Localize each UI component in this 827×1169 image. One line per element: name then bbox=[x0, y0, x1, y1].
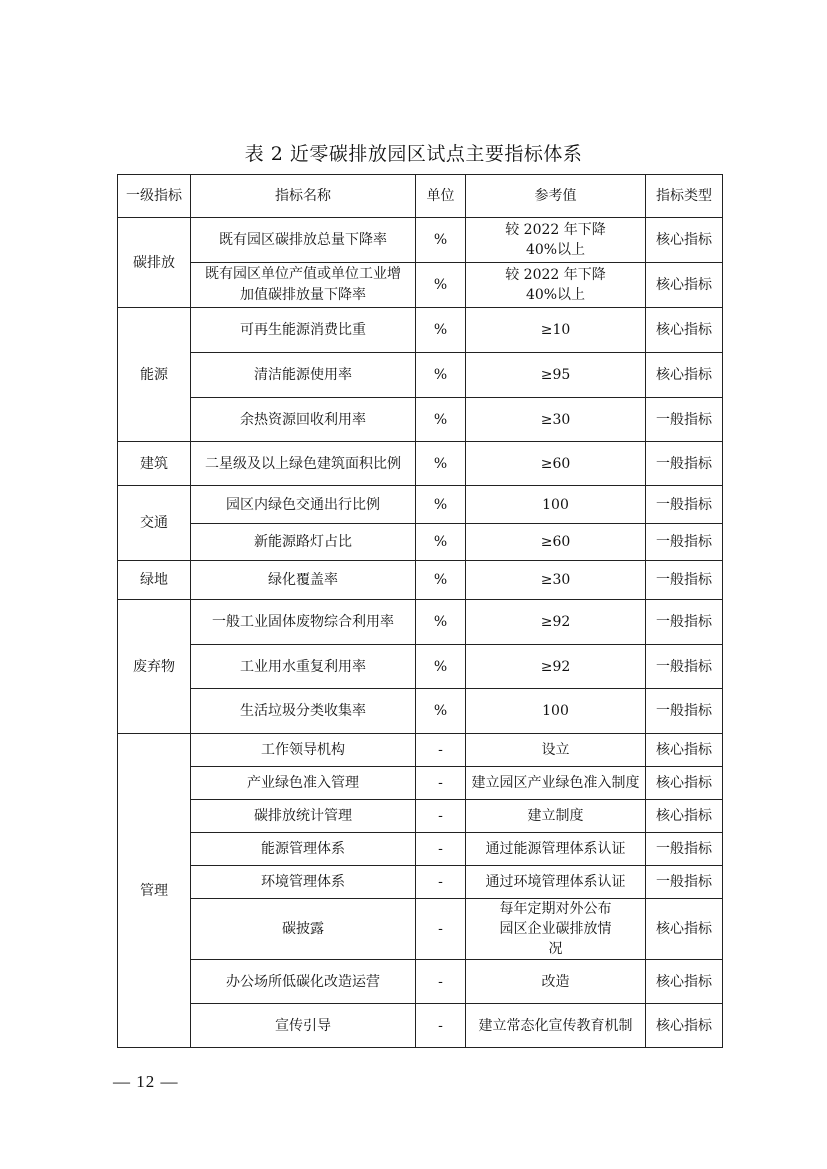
indicator-name-cell: 可再生能源消费比重 bbox=[191, 308, 416, 353]
indicator-type-cell: 一般指标 bbox=[646, 398, 723, 442]
reference-value-cell: ≥95 bbox=[466, 353, 646, 398]
category-cell: 能源 bbox=[118, 308, 191, 442]
category-cell: 废弃物 bbox=[118, 600, 191, 734]
indicator-type-cell: 核心指标 bbox=[646, 218, 723, 263]
table-row bbox=[118, 486, 723, 524]
table-row bbox=[118, 1004, 723, 1048]
unit-cell: - bbox=[416, 734, 466, 767]
unit-cell: % bbox=[416, 398, 466, 442]
indicator-type-cell: 一般指标 bbox=[646, 486, 723, 524]
table-row bbox=[118, 800, 723, 833]
reference-value-cell: 改造 bbox=[466, 960, 646, 1004]
reference-value-cell: ≥92 bbox=[466, 645, 646, 689]
indicator-type-cell: 一般指标 bbox=[646, 561, 723, 600]
header-unit: 单位 bbox=[416, 175, 466, 218]
unit-cell: % bbox=[416, 689, 466, 734]
header-row bbox=[118, 175, 723, 218]
table-row bbox=[118, 353, 723, 398]
indicator-type-cell: 核心指标 bbox=[646, 767, 723, 800]
unit-cell: % bbox=[416, 218, 466, 263]
unit-cell: - bbox=[416, 899, 466, 960]
unit-cell: % bbox=[416, 308, 466, 353]
indicator-name-cell: 余热资源回收利用率 bbox=[191, 398, 416, 442]
table-row bbox=[118, 308, 723, 353]
reference-value-cell: 通过环境管理体系认证 bbox=[466, 866, 646, 899]
table-row bbox=[118, 645, 723, 689]
table-row bbox=[118, 866, 723, 899]
table-title: 表 2 近零碳排放园区试点主要指标体系 bbox=[244, 143, 583, 165]
reference-value-cell: ≥60 bbox=[466, 442, 646, 486]
unit-cell: % bbox=[416, 645, 466, 689]
unit-cell: - bbox=[416, 833, 466, 866]
table-row bbox=[118, 524, 723, 561]
indicator-type-cell: 一般指标 bbox=[646, 600, 723, 645]
reference-value-cell: 每年定期对外公布园区企业碳排放情况 bbox=[466, 899, 646, 960]
unit-cell: - bbox=[416, 800, 466, 833]
reference-value-cell: ≥30 bbox=[466, 398, 646, 442]
indicator-type-cell: 一般指标 bbox=[646, 442, 723, 486]
indicator-name-cell: 碳披露 bbox=[191, 899, 416, 960]
unit-cell: - bbox=[416, 767, 466, 800]
reference-value-cell: 较 2022 年下降 40%以上 bbox=[466, 263, 646, 308]
table-row bbox=[118, 561, 723, 600]
indicator-name-cell: 宣传引导 bbox=[191, 1004, 416, 1048]
indicator-name-cell: 能源管理体系 bbox=[191, 833, 416, 866]
indicator-type-cell: 一般指标 bbox=[646, 689, 723, 734]
category-cell: 建筑 bbox=[118, 442, 191, 486]
indicator-type-cell: 一般指标 bbox=[646, 645, 723, 689]
table-row bbox=[118, 960, 723, 1004]
indicator-type-cell: 一般指标 bbox=[646, 866, 723, 899]
indicator-name-cell: 产业绿色准入管理 bbox=[191, 767, 416, 800]
indicator-name-cell: 环境管理体系 bbox=[191, 866, 416, 899]
category-cell: 交通 bbox=[118, 486, 191, 561]
header-name: 指标名称 bbox=[191, 175, 416, 218]
unit-cell: - bbox=[416, 1004, 466, 1048]
indicator-name-cell: 工业用水重复利用率 bbox=[191, 645, 416, 689]
table-row bbox=[118, 263, 723, 308]
reference-value-cell: 建立常态化宣传教育机制 bbox=[466, 1004, 646, 1048]
indicator-type-cell: 一般指标 bbox=[646, 524, 723, 561]
indicator-type-cell: 核心指标 bbox=[646, 800, 723, 833]
reference-value-cell: 100 bbox=[466, 486, 646, 524]
reference-value-cell: 通过能源管理体系认证 bbox=[466, 833, 646, 866]
reference-value-cell: 建立园区产业绿色准入制度 bbox=[466, 767, 646, 800]
indicator-name-cell: 园区内绿色交通出行比例 bbox=[191, 486, 416, 524]
indicator-name-cell: 一般工业固体废物综合利用率 bbox=[191, 600, 416, 645]
header-reference: 参考值 bbox=[466, 175, 646, 218]
indicator-type-cell: 一般指标 bbox=[646, 833, 723, 866]
header-type: 指标类型 bbox=[646, 175, 723, 218]
table-row bbox=[118, 442, 723, 486]
table-body bbox=[118, 218, 723, 1048]
unit-cell: % bbox=[416, 561, 466, 600]
reference-value-cell: 较 2022 年下降 40%以上 bbox=[466, 218, 646, 263]
table-row bbox=[118, 899, 723, 960]
indicator-table bbox=[117, 174, 723, 1048]
reference-value-cell: ≥92 bbox=[466, 600, 646, 645]
indicator-name-cell: 既有园区碳排放总量下降率 bbox=[191, 218, 416, 263]
unit-cell: - bbox=[416, 866, 466, 899]
indicator-name-cell: 生活垃圾分类收集率 bbox=[191, 689, 416, 734]
indicator-name-cell: 办公场所低碳化改造运营 bbox=[191, 960, 416, 1004]
reference-value-cell: 设立 bbox=[466, 734, 646, 767]
page-number: — 12 — bbox=[113, 1072, 179, 1091]
unit-cell: - bbox=[416, 960, 466, 1004]
indicator-name-cell: 既有园区单位产值或单位工业增加值碳排放量下降率 bbox=[191, 263, 416, 308]
indicator-type-cell: 核心指标 bbox=[646, 1004, 723, 1048]
table-row bbox=[118, 600, 723, 645]
unit-cell: % bbox=[416, 524, 466, 561]
indicator-type-cell: 核心指标 bbox=[646, 960, 723, 1004]
indicator-name-cell: 绿化覆盖率 bbox=[191, 561, 416, 600]
unit-cell: % bbox=[416, 353, 466, 398]
table-row bbox=[118, 398, 723, 442]
indicator-type-cell: 核心指标 bbox=[646, 734, 723, 767]
unit-cell: % bbox=[416, 486, 466, 524]
category-cell: 管理 bbox=[118, 734, 191, 1048]
indicator-name-cell: 清洁能源使用率 bbox=[191, 353, 416, 398]
table-row bbox=[118, 734, 723, 767]
reference-value-cell: 100 bbox=[466, 689, 646, 734]
category-cell: 碳排放 bbox=[118, 218, 191, 308]
table-row bbox=[118, 218, 723, 263]
indicator-type-cell: 核心指标 bbox=[646, 899, 723, 960]
indicator-type-cell: 核心指标 bbox=[646, 353, 723, 398]
indicator-name-cell: 碳排放统计管理 bbox=[191, 800, 416, 833]
header-category: 一级指标 bbox=[118, 175, 191, 218]
table-row bbox=[118, 767, 723, 800]
indicator-name-cell: 二星级及以上绿色建筑面积比例 bbox=[191, 442, 416, 486]
unit-cell: % bbox=[416, 442, 466, 486]
reference-value-cell: 建立制度 bbox=[466, 800, 646, 833]
indicator-type-cell: 核心指标 bbox=[646, 263, 723, 308]
table-row bbox=[118, 833, 723, 866]
indicator-name-cell: 新能源路灯占比 bbox=[191, 524, 416, 561]
reference-value-cell: ≥10 bbox=[466, 308, 646, 353]
unit-cell: % bbox=[416, 600, 466, 645]
reference-value-cell: ≥60 bbox=[466, 524, 646, 561]
unit-cell: % bbox=[416, 263, 466, 308]
table-row bbox=[118, 689, 723, 734]
indicator-name-cell: 工作领导机构 bbox=[191, 734, 416, 767]
reference-value-cell: ≥30 bbox=[466, 561, 646, 600]
category-cell: 绿地 bbox=[118, 561, 191, 600]
indicator-type-cell: 核心指标 bbox=[646, 308, 723, 353]
